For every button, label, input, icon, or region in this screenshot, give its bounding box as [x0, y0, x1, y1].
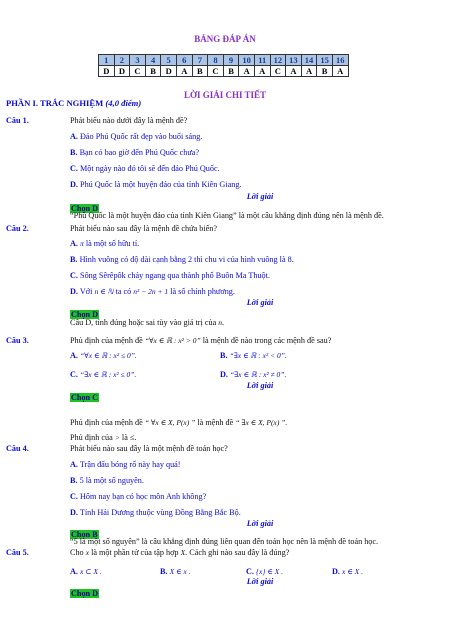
answer-table-number-row: [99, 55, 349, 66]
answer-table-number-cell: 1: [99, 55, 115, 66]
answer-table-key-cell: B: [192, 66, 208, 77]
solution-title: LỜI GIẢI CHI TIẾT: [183, 90, 267, 100]
q2-option-b: B. Hình vuông có độ dài cạnh bằng 2 thì chu vi của hình vuông là 8.: [70, 255, 294, 264]
question-1-stem: Phát biểu nào dưới đây là mệnh đề?: [70, 116, 188, 125]
q4-explain: “5 là một số nguyên” là câu khẳng định đúng liên quan đến toán học nên là mệnh đề toán học.: [70, 537, 379, 546]
answer-table-number-cell: 10: [239, 55, 255, 66]
q5-option-a: A. x ⊂ X .: [70, 567, 102, 576]
q3-explain-2: Phủ định của > là ≤.: [70, 433, 137, 442]
q2-option-d: D. Với n ∈ ℕ ta có n² − 2n + 1 là số chính phương.: [70, 287, 235, 296]
q3-explain: Phủ định của mệnh đề “ ∀x ∈ X, P(x) ” là mệnh đề “ ∃x ∈ X, P(x) ”.: [70, 418, 288, 427]
q2-loigiai: Lời giải: [246, 298, 274, 307]
question-1-label: Câu 1.: [6, 116, 29, 125]
question-3-label: Câu 3.: [6, 336, 29, 345]
answer-table-number-cell: 8: [208, 55, 224, 66]
question-4-stem: Phát biểu nào sau đây là một mệnh đề toán học?: [70, 444, 228, 453]
answer-table-number-cell: 2: [114, 55, 130, 66]
answer-table-number-cell: 3: [130, 55, 146, 66]
answer-table-key-cell: D: [114, 66, 130, 77]
question-2-stem: Phát biểu nào sau đây là mệnh đề chứa biến?: [70, 224, 217, 233]
q1-chon: Chọn D: [71, 204, 99, 213]
answer-table-key-cell: C: [130, 66, 146, 77]
answer-table-number-cell: 14: [301, 55, 317, 66]
question-3-stem: Phủ định của mệnh đề “∀x ∈ ℝ : x² > 0” là mệnh đề nào trong các mệnh đề sau?: [70, 336, 332, 345]
q3-option-a: A. “∀x ∈ ℝ : x² ≤ 0”.: [70, 351, 137, 360]
answer-table-key-cell: A: [254, 66, 270, 77]
q4-option-a: A. Trận đấu bóng rổ này hay quá!: [70, 460, 181, 469]
answer-table-key-row: [99, 66, 349, 77]
answer-table-key-cell: D: [99, 66, 115, 77]
answer-table-number-cell: 9: [223, 55, 239, 66]
answer-table-key-cell: C: [208, 66, 224, 77]
question-5-label: Câu 5.: [6, 548, 29, 557]
question-4-label: Câu 4.: [6, 444, 29, 453]
q4-option-c: C. Hôm nay bạn có học môn Anh không?: [70, 492, 207, 501]
q3-option-b: B. “∃x ∈ ℝ : x² < 0”.: [220, 351, 287, 360]
answer-table-key-cell: A: [176, 66, 192, 77]
page-title: BẢNG ĐÁP ÁN: [194, 34, 256, 44]
q5-option-c: C. {x} ∈ X .: [246, 567, 283, 576]
q4-loigiai: Lời giải: [246, 519, 274, 528]
q1-option-b: B. Bạn có bao giờ đến Phú Quốc chưa?: [70, 148, 200, 157]
question-5-stem: Cho x là một phần tử của tập hợp X. Cách ghi nào sau đây là đúng?: [70, 548, 290, 557]
q2-chon: Chọn D: [71, 310, 99, 319]
answer-table-key-cell: C: [270, 66, 286, 77]
answer-table-key-cell: B: [145, 66, 161, 77]
answer-table-number-cell: 15: [317, 55, 333, 66]
answer-table-number-cell: 12: [270, 55, 286, 66]
q3-chon: Chọn C: [71, 393, 99, 402]
answer-table-key-cell: A: [286, 66, 302, 77]
part-label: PHẦN I. TRẮC NGHIỆM: [6, 98, 104, 108]
q1-option-d: D. Phú Quốc là một huyện đảo của tỉnh Kiên Giang.: [70, 180, 242, 189]
answer-table-key-cell: A: [239, 66, 255, 77]
part-heading: [6, 98, 141, 108]
q2-option-c: C. Sông Sêrêpôk chảy ngang qua thành phố Buôn Ma Thuột.: [70, 271, 270, 280]
answer-table-number-cell: 11: [254, 55, 270, 66]
q4-option-b: B. 5 là một số nguyên.: [70, 476, 144, 485]
answer-table-number-cell: 7: [192, 55, 208, 66]
answer-table-key-cell: A: [332, 66, 348, 77]
q5-option-b: B. X ∈ x .: [160, 567, 191, 576]
q4-option-d: D. Tỉnh Hải Dương thuộc vùng Đồng Bằng Bắc Bộ.: [70, 508, 241, 517]
q1-option-a: A. Đảo Phú Quốc rất đẹp vào buổi sáng.: [70, 132, 203, 141]
q5-loigiai: Lời giải: [246, 577, 274, 586]
q1-loigiai: Lời giải: [246, 192, 274, 201]
q1-option-c: C. Một ngày nào đó tôi sẽ đến đảo Phú Quốc.: [70, 164, 220, 173]
q3-option-d: D. “∃x ∈ ℝ : x² ≠ 0”.: [220, 370, 287, 379]
answer-table-number-cell: 13: [286, 55, 302, 66]
answer-table-number-cell: 5: [161, 55, 177, 66]
answer-table-key-cell: B: [317, 66, 333, 77]
answer-table-number-cell: 4: [145, 55, 161, 66]
answer-table-key-cell: D: [161, 66, 177, 77]
q5-chon: Chọn D: [71, 589, 99, 598]
answer-table-key-cell: A: [301, 66, 317, 77]
q5-option-d: D. x ∈ X .: [332, 567, 363, 576]
q3-loigiai: Lời giải: [246, 381, 274, 390]
answer-table: [98, 54, 349, 77]
q1-explain: “Phú Quốc là một huyện đảo của tỉnh Kiên Giang” là một câu khẳng định đúng nên là mệnh đề.: [70, 211, 384, 220]
answer-table-key-cell: B: [223, 66, 239, 77]
answer-table-number-cell: 16: [332, 55, 348, 66]
q2-option-a: A. π là một số hữu tỉ.: [70, 239, 140, 248]
question-2-label: Câu 2.: [6, 224, 29, 233]
part-points: (4,0 điểm): [105, 98, 142, 108]
answer-table-number-cell: 6: [176, 55, 192, 66]
q3-option-c: C. “∃x ∈ ℝ : x² ≤ 0”.: [70, 370, 137, 379]
q2-explain: Câu D, tính đúng hoặc sai tùy vào giá trị của n.: [70, 318, 225, 327]
q4-chon: Chọn B: [71, 530, 98, 539]
